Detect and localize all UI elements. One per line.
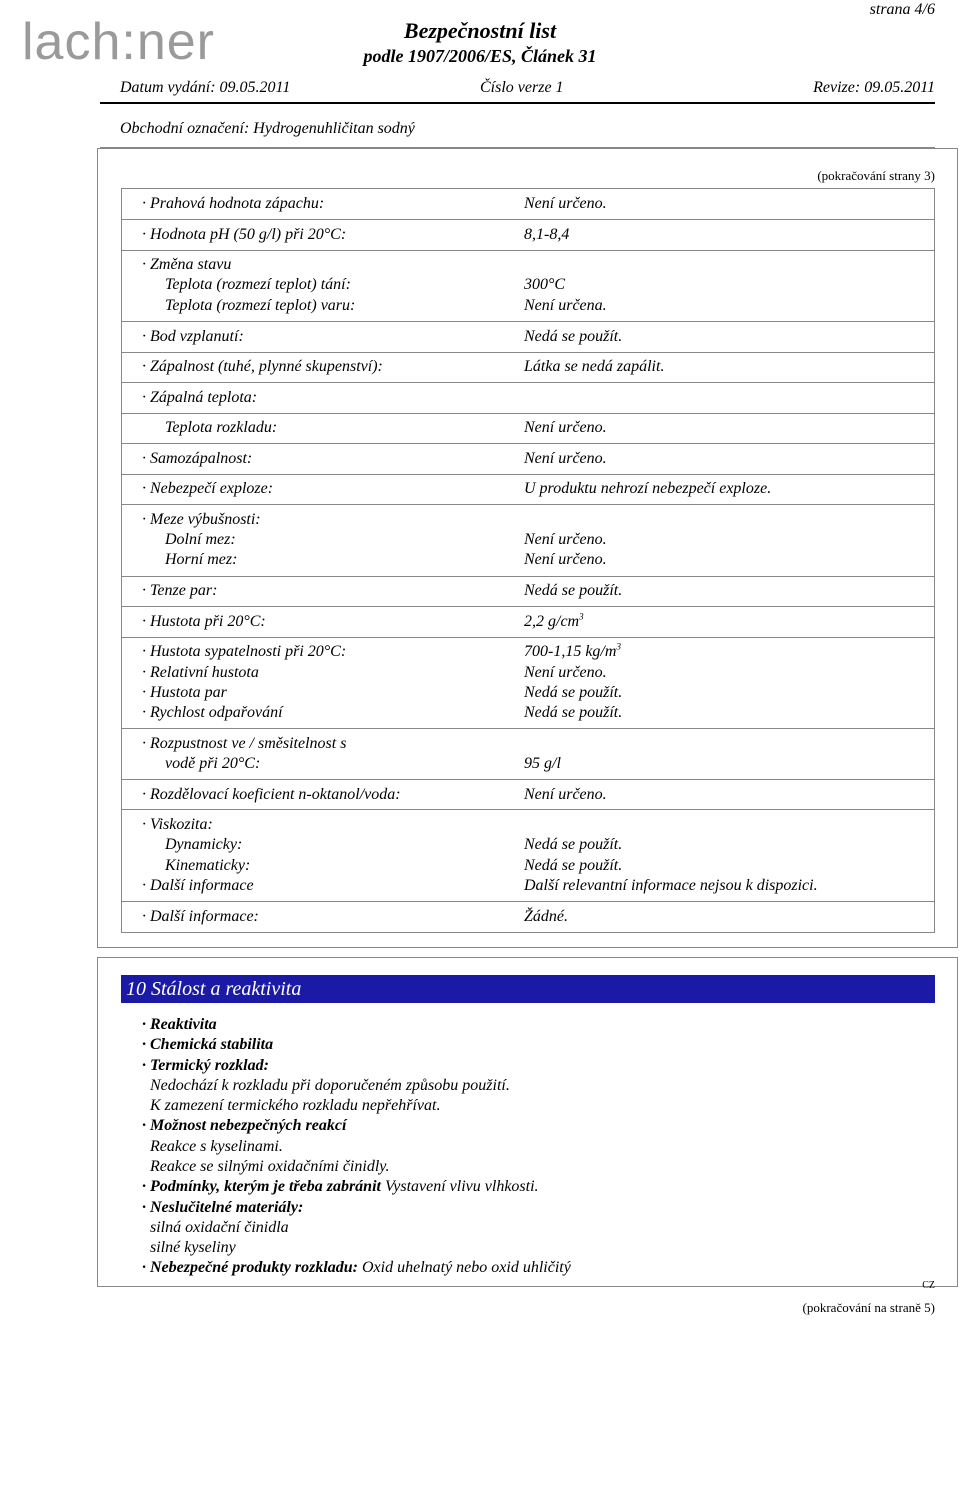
revision-date: Revize: 09.05.2011: [813, 79, 935, 96]
incompatible-materials-text-1: silná oxidační činidla: [150, 1219, 289, 1236]
vapour-pressure-label: · Tenze par:: [142, 582, 218, 599]
row-divider: [121, 382, 935, 383]
upper-limit-value: Není určeno.: [524, 551, 607, 568]
flash-point-value: Nedá se použít.: [524, 328, 623, 345]
density-number: 2,2 g/cm: [524, 613, 580, 630]
viscosity-label: · Viskozita:: [142, 816, 213, 833]
row-divider: [121, 728, 935, 729]
further-info-2-label: · Další informace:: [142, 908, 259, 925]
hazardous-reactions-label: · Možnost nebezpečných reakcí: [142, 1117, 347, 1134]
kinematic-viscosity-label: Kinematicky:: [165, 857, 251, 874]
row-divider: [121, 474, 935, 475]
bulk-density-exponent: 3: [616, 641, 621, 652]
explosion-hazard-value: U produktu nehrozí nebezpečí exploze.: [524, 480, 772, 497]
explosion-hazard-label: · Nebezpečí exploze:: [142, 480, 274, 497]
incompatible-materials-text-2: silné kyseliny: [150, 1239, 236, 1256]
conditions-to-avoid-label: · Podmínky, kterým je třeba zabránit: [142, 1178, 381, 1195]
page-number: strana 4/6: [869, 1, 935, 18]
document-subtitle: podle 1907/2006/ES, Článek 31: [363, 46, 597, 66]
row-divider: [121, 576, 935, 577]
row-divider: [121, 321, 935, 322]
further-info-value: Další relevantní informace nejsou k dispozici.: [524, 877, 818, 894]
hazardous-products-value: Oxid uhelnatý nebo oxid uhličitý: [361, 1259, 571, 1276]
odour-threshold-value: Není určeno.: [524, 195, 607, 212]
row-divider: [121, 413, 935, 414]
ph-label: · Hodnota pH (50 g/l) při 20°C:: [142, 226, 347, 243]
row-divider: [121, 809, 935, 810]
dynamic-viscosity-value: Nedá se použít.: [524, 836, 623, 853]
hazardous-reactions-text-1: Reakce s kyselinami.: [150, 1138, 283, 1155]
bulk-density-label: · Hustota sypatelnosti při 20°C:: [142, 643, 347, 660]
ph-value: 8,1-8,4: [524, 226, 570, 243]
vapour-density-value: Nedá se použít.: [524, 684, 623, 701]
partition-coefficient-value: Není určeno.: [524, 786, 607, 803]
melting-point-value: 300°C: [524, 276, 566, 293]
decomposition-temp-label: Teplota rozkladu:: [165, 419, 278, 436]
header-divider: [100, 102, 935, 104]
vapour-pressure-value: Nedá se použít.: [524, 582, 623, 599]
melting-point-label: Teplota (rozmezí teplot) tání:: [165, 276, 351, 293]
chemical-stability-label: · Chemická stabilita: [142, 1036, 274, 1053]
solubility-value: 95 g/l: [524, 755, 561, 772]
kinematic-viscosity-value: Nedá se použít.: [524, 857, 623, 874]
lower-limit-value: Není určeno.: [524, 531, 607, 548]
state-change-label: · Změna stavu: [142, 256, 232, 273]
ignition-temp-label: · Zápalná teplota:: [142, 389, 258, 406]
row-divider: [121, 901, 935, 902]
evaporation-rate-value: Nedá se použít.: [524, 704, 623, 721]
partition-coefficient-label: · Rozdělovací koeficient n-oktanol/voda:: [142, 786, 401, 803]
boiling-point-label: Teplota (rozmezí teplot) varu:: [165, 297, 356, 314]
hazardous-products-label: · Nebezpečné produkty rozkladu:: [142, 1259, 358, 1276]
document-title: Bezpečnostní list: [403, 18, 557, 43]
explosion-limits-label: · Meze výbušnosti:: [142, 511, 261, 528]
density-value: [524, 612, 584, 632]
conditions-to-avoid: [142, 1177, 539, 1197]
relative-density-value: Není určeno.: [524, 664, 607, 681]
bulk-density-value: [524, 642, 621, 662]
lower-limit-label: Dolní mez:: [165, 531, 236, 548]
issue-date: Datum vydání: 09.05.2011: [120, 79, 291, 96]
thermal-decomposition-label: · Termický rozklad:: [142, 1057, 269, 1074]
row-divider: [121, 779, 935, 780]
relative-density-label: · Relativní hustota: [142, 664, 259, 681]
hazardous-reactions-text-2: Reakce se silnými oxidačními činidly.: [150, 1158, 390, 1175]
row-divider: [121, 250, 935, 251]
vapour-density-label: · Hustota par: [142, 684, 227, 701]
dynamic-viscosity-label: Dynamicky:: [165, 836, 243, 853]
continued-on: (pokračování na straně 5): [802, 1300, 935, 1315]
solubility-label: · Rozpustnost ve / směsitelnost s: [142, 735, 347, 752]
row-divider: [121, 352, 935, 353]
decomposition-temp-value: Není určeno.: [524, 419, 607, 436]
bulk-density-number: 700-1,15 kg/m: [524, 643, 617, 660]
thermal-decomposition-text-2: K zamezení termického rozkladu nepřehřívat.: [150, 1097, 441, 1114]
row-divider: [121, 637, 935, 638]
self-ignition-value: Není určeno.: [524, 450, 607, 467]
trade-name: Obchodní označení: Hydrogenuhličitan sodný: [120, 120, 415, 137]
flash-point-label: · Bod vzplanutí:: [142, 328, 244, 345]
row-divider: [121, 219, 935, 220]
further-info-label: · Další informace: [142, 877, 254, 894]
self-ignition-label: · Samozápalnost:: [142, 450, 253, 467]
continued-from: (pokračování strany 3): [817, 168, 935, 183]
density-exponent: 3: [579, 611, 584, 622]
density-label: · Hustota při 20°C:: [142, 613, 266, 630]
odour-threshold-label: · Prahová hodnota zápachu:: [142, 195, 325, 212]
reactivity-label: · Reaktivita: [142, 1016, 217, 1033]
flammability-label: · Zápalnost (tuhé, plynné skupenství):: [142, 358, 383, 375]
incompatible-materials-label: · Neslučitelné materiály:: [142, 1199, 304, 1216]
version-number: Číslo verze 1: [480, 79, 564, 96]
upper-limit-label: Horní mez:: [165, 551, 238, 568]
hazardous-products: [142, 1258, 571, 1278]
thermal-decomposition-text-1: Nedochází k rozkladu při doporučeném způsobu použití.: [150, 1077, 510, 1094]
row-divider: [121, 606, 935, 607]
evaporation-rate-label: · Rychlost odpařování: [142, 704, 283, 721]
company-logo: lach:ner: [22, 13, 215, 71]
boiling-point-value: Není určena.: [524, 297, 607, 314]
language-code: CZ: [922, 1280, 935, 1291]
section-10-title: 10 Stálost a reaktivita: [126, 978, 302, 1000]
row-divider: [121, 443, 935, 444]
row-divider: [121, 504, 935, 505]
conditions-to-avoid-value: Vystavení vlivu vlhkosti.: [384, 1178, 539, 1195]
further-info-2-value: Žádné.: [524, 908, 568, 925]
solubility-label-cont: vodě při 20°C:: [165, 755, 261, 772]
flammability-value: Látka se nedá zapálit.: [524, 358, 665, 375]
